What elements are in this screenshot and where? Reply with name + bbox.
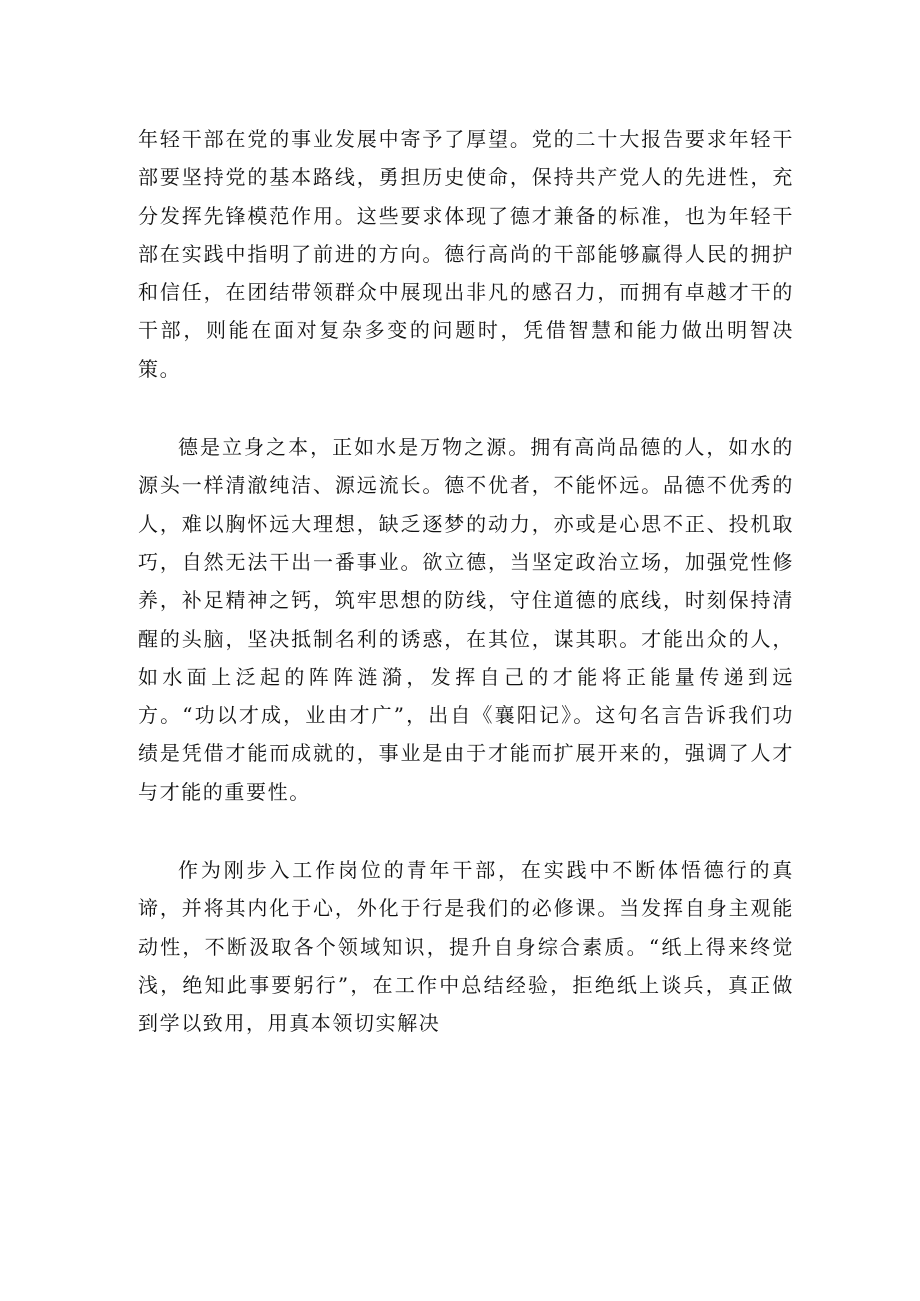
paragraph-1: 年轻干部在党的事业发展中寄予了厚望。党的二十大报告要求年轻干部要坚持党的基本路线，勇担历史使命，保持共产党人的先进性，充分发挥先锋模范作用。这些要求体现了德才兼备的标准，也为年轻干部在实践中指明了前进的方向。德行高尚的干部能够赢得人民的拥护和信任，在团结带领群众中展现出非凡的感召力，而拥有卓越才干的干部，则能在面对复杂多变的问题时，凭借智慧和能力做出明智决策。 [138,127,794,381]
paragraph-2: 德是立身之本，正如水是万物之源。拥有高尚品德的人，如水的源头一样清澈纯洁、源远流长。德不优者，不能怀远。品德不优秀的人，难以胸怀远大理想，缺乏逐梦的动力，亦或是心思不正、投机取巧，自然无法干出一番事业。欲立德，当坚定政治立场，加强党性修养，补足精神之钙，筑牢思想的防线，守住道德的底线，时刻保持清醒的头脑，坚决抵制名利的诱惑，在其位，谋其职。才能出众的人，如水面上泛起的阵阵涟漪，发挥自己的才能将正能量传递到远方。“功以才成，业由才广”，出自《襄阳记》。这句名言告诉我们功绩是凭借才能而成就的，事业是由于才能而扩展开来的，强调了人才与才能的重要性。 [138,435,794,804]
document-page [138,120,794,1043]
paragraph-3: 作为刚步入工作岗位的青年干部，在实践中不断体悟德行的真谛，并将其内化于心，外化于行是我们的必修课。当发挥自身主观能动性，不断汲取各个领域知识，提升自身综合素质。“纸上得来终觉浅，绝知此事要躬行”，在工作中总结经验，拒绝纸上谈兵，真正做到学以致用，用真本领切实解决 [138,858,794,1036]
